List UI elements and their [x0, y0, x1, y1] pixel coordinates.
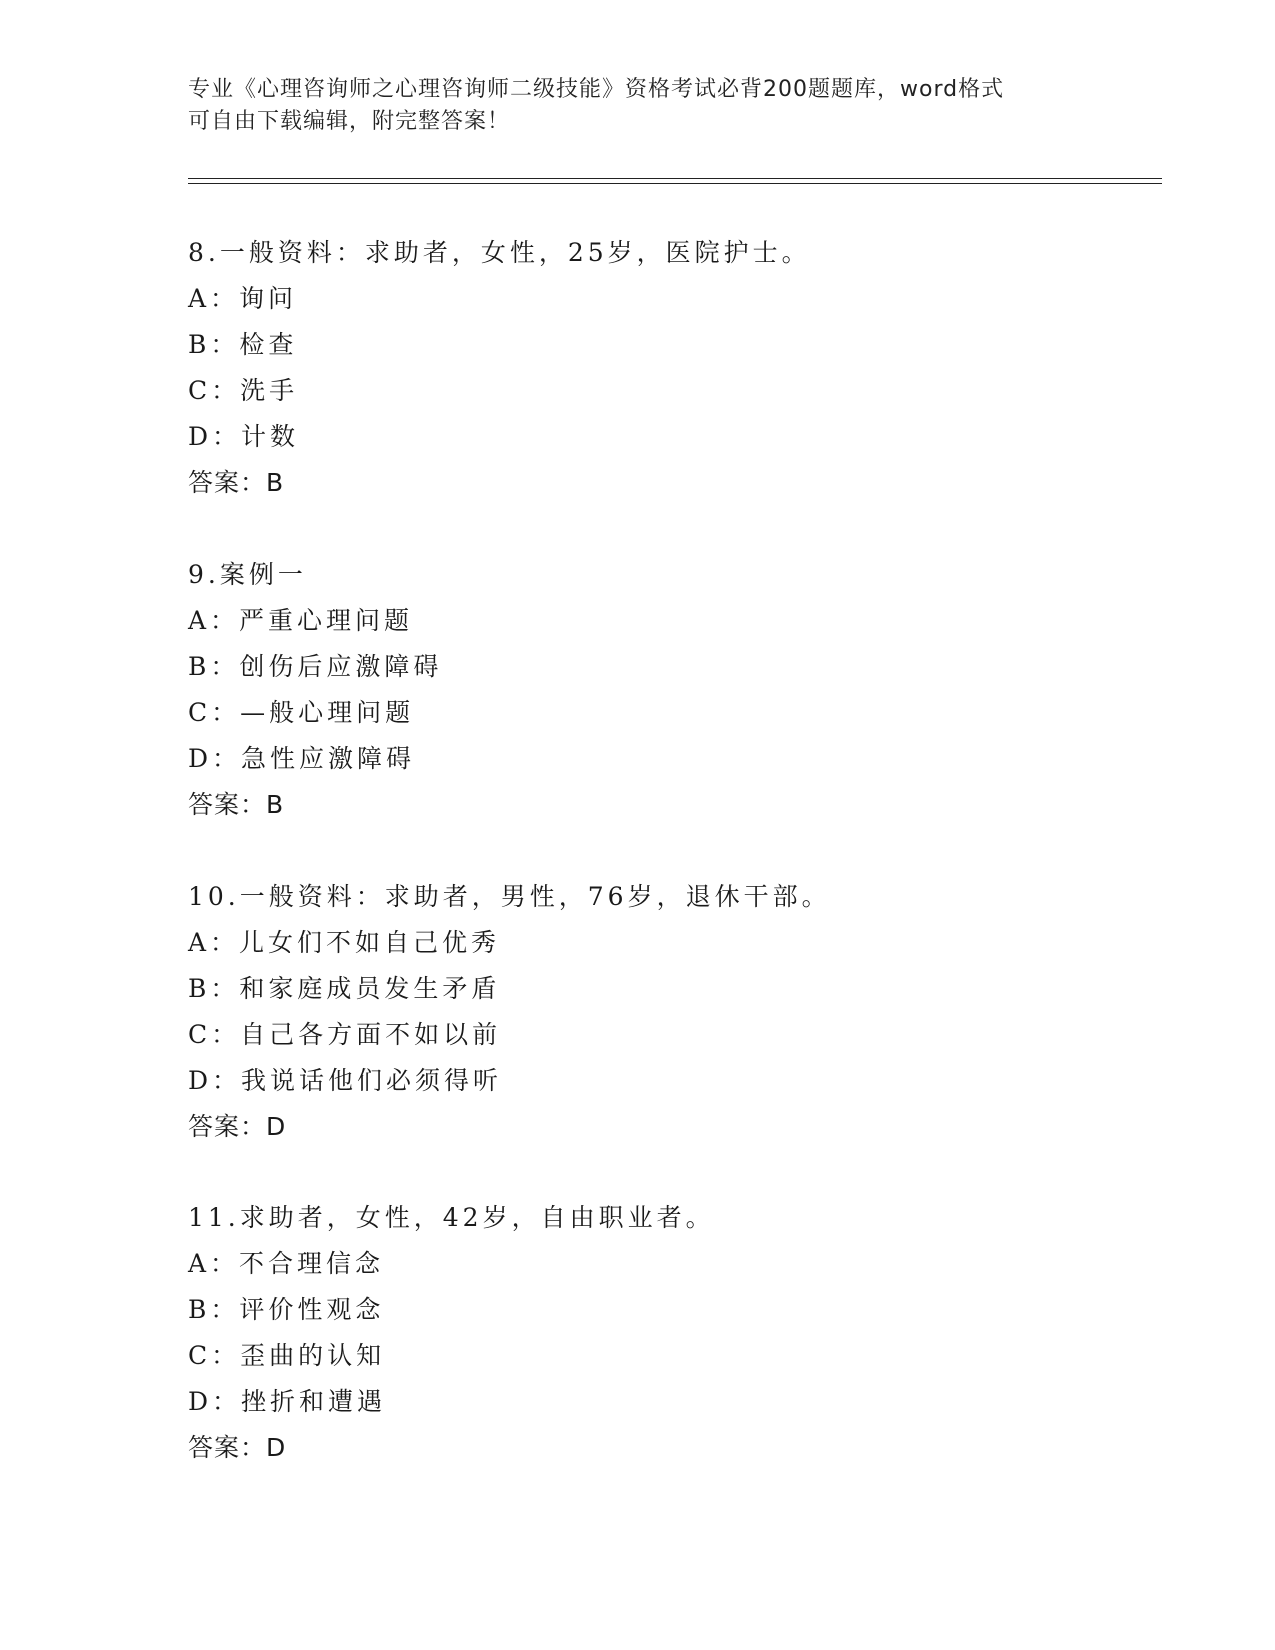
question-stem: 8.一般资料：求助者，女性，25岁，医院护士。 [188, 238, 811, 267]
header-divider-bottom [188, 183, 1162, 184]
answer: 答案：B [188, 790, 285, 819]
header-divider-top [188, 178, 1162, 179]
question-stem: 11.求助者，女性，42岁，自由职业者。 [188, 1203, 715, 1232]
option-a: A：不合理信念 [188, 1249, 385, 1278]
option-a: A：儿女们不如自己优秀 [188, 928, 501, 957]
option-d: D：计数 [188, 422, 300, 451]
question-9 [188, 552, 1138, 828]
option-b: B：创伤后应激障碍 [188, 652, 443, 681]
document-header [188, 74, 1088, 138]
option-d: D：急性应激障碍 [188, 744, 416, 773]
question-stem: 9.案例一 [188, 560, 307, 589]
option-c: C：洗手 [188, 376, 299, 405]
question-8 [188, 230, 1138, 506]
option-d: D：挫折和遭遇 [188, 1387, 387, 1416]
option-a: A：询问 [188, 284, 298, 313]
option-b: B：检查 [188, 330, 298, 359]
answer: 答案：D [188, 1433, 287, 1462]
question-10 [188, 874, 1138, 1150]
option-a: A：严重心理问题 [188, 606, 414, 635]
answer: 答案：D [188, 1112, 287, 1141]
question-stem: 10.一般资料：求助者，男性，76岁，退休干部。 [188, 882, 831, 911]
option-c: C：歪曲的认知 [188, 1341, 386, 1370]
option-c: C：自己各方面不如以前 [188, 1020, 502, 1049]
option-d: D：我说话他们必须得听 [188, 1066, 503, 1095]
header-line-1: 专业《心理咨询师之心理咨询师二级技能》资格考试必背200题题库，word格式 [188, 77, 1005, 102]
option-b: B：评价性观念 [188, 1295, 385, 1324]
answer: 答案：B [188, 468, 285, 497]
header-line-2: 可自由下载编辑，附完整答案！ [188, 109, 511, 134]
option-c: C：—般心理问题 [188, 698, 415, 727]
question-11 [188, 1195, 1138, 1471]
option-b: B：和家庭成员发生矛盾 [188, 974, 501, 1003]
